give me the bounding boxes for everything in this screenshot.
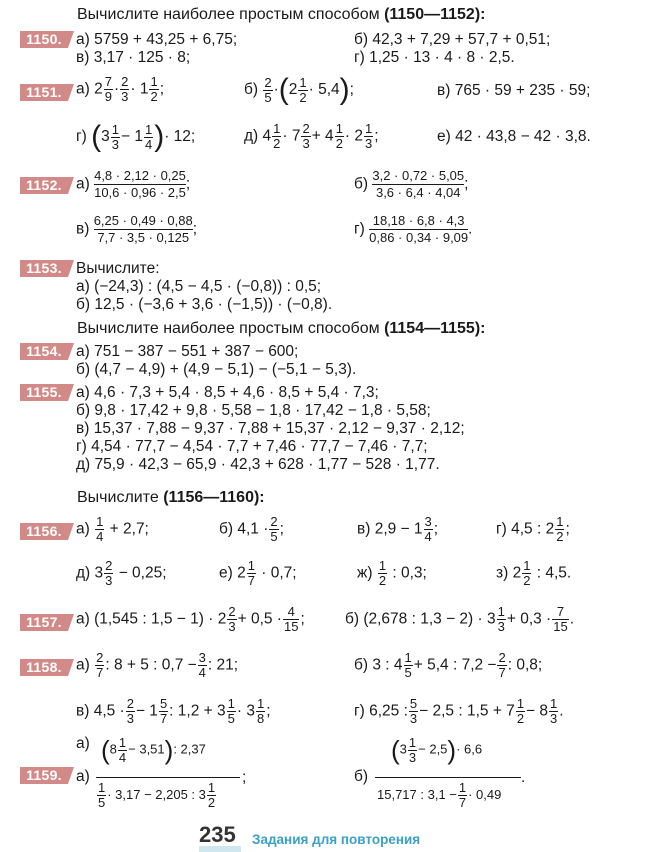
p1151-g: г) (3 $\frac{1}{3}$ − 1 $\frac{1}{4}$ )· 12;	[76, 120, 196, 153]
p1151-d: д) 4 $\frac{1}{2}$ · 7 $\frac{2}{3}$ + 4 $\frac{1}{2}$ · 2 $\frac{1}{3}$ ;	[244, 121, 379, 151]
p1158-g: г) 6,25 : $\frac{5}{3}$ − 2,5 : 1,5 + 7 $\frac{1}{2}$ − 8 $\frac{1}{3}$ .	[354, 696, 564, 726]
p1152-b: б) $\frac{3,2 \cdot 0,72 \cdot 5,05}{3,6 \cdot 6,4 \cdot 4,04}$ ;	[354, 168, 469, 200]
p1150-b: б) 42,3 + 7,29 + 57,7 + 0,51;	[354, 31, 551, 48]
p1155-d: д) 75,9 · 42,3 − 65,9 · 42,3 + 628 · 1,77 − 528 · 1,77.	[76, 456, 440, 473]
heading-1156-1160: Вычислите (1156—1160):	[77, 489, 265, 506]
p1154-b: б) (4,7 − 4,9) + (4,9 − 5,1) − (−5,1 − 5,3).	[76, 361, 357, 378]
section-title: Задания для повторения	[252, 832, 421, 847]
p1151-b: б) $\frac{2}{5}$ ·(2 $\frac{1}{2}$ · 5,4);	[244, 73, 354, 106]
p1159-a: а)	[76, 735, 90, 752]
p1154-a: а) 751 − 387 − 551 + 387 − 600;	[76, 343, 299, 360]
p1159-b-label: б)	[354, 768, 369, 785]
p1156-d: д) 3 $\frac{2}{3}$ − 0,25;	[76, 558, 167, 588]
heading-1154-1155: Вычислите наиболее простым способом (1154—1155):	[77, 320, 486, 337]
p1156-z: з) 2 $\frac{1}{2}$ : 4,5.	[496, 558, 572, 588]
p1157-b: б) (2,678 : 1,3 − 2) · 3 $\frac{1}{3}$ + 0,3 · $\frac{7}{15}$ .	[345, 604, 574, 634]
p1155-g: г) 4,54 · 77,7 − 4,54 · 7,7 + 7,46 · 77,7 − 7,46 · 7,7;	[76, 438, 428, 455]
problem-number-1154: 1154.	[20, 343, 68, 360]
problem-number-1155: 1155.	[20, 384, 68, 401]
p1159-a-label: а)	[76, 768, 90, 785]
p1151-e: е) 42 · 43,8 − 42 · 3,8.	[437, 128, 591, 145]
problem-number-1150: 1150.	[20, 31, 68, 48]
p1158-v: в) 4,5 · $\frac{2}{3}$ − 1 $\frac{5}{7}$ : 1,2 + 3 $\frac{1}{5}$ · 3 $\frac{1}{8}$ ;	[76, 696, 271, 726]
p1156-v: в) 2,9 − 1 $\frac{3}{4}$ ;	[357, 514, 439, 544]
problem-number-1153: 1153.	[20, 260, 68, 277]
p1150-a: а) 5759 + 43,25 + 6,75;	[76, 31, 238, 48]
problem-number-1151: 1151.	[20, 84, 68, 101]
p1155-v: в) 15,37 · 7,88 − 9,37 · 7,88 + 15,37 · 2,12 − 9,37 · 2,12;	[76, 420, 465, 437]
p1156-g: г) 4,5 : 2 $\frac{1}{2}$ ;	[496, 514, 570, 544]
p1155-b: б) 9,8 · 17,42 + 9,8 · 5,58 − 1,8 · 17,42 − 1,8 · 5,58;	[76, 402, 431, 419]
p1159-b-frac: (3 $\frac{1}{3}$ − 2,5)· 6,6 15,717 : 3,1 − $\frac{1}{7}$ · 0,49 .	[377, 734, 526, 810]
problem-number-1152: 1152.	[20, 177, 68, 194]
p1157-a: а) (1,545 : 1,5 − 1) · 2 $\frac{2}{3}$ + 0,5 · $\frac{4}{15}$ ;	[76, 604, 305, 634]
p1152-a: а) $\frac{4,8 \cdot 2,12 \cdot 0,25}{10,6 \cdot 0,96 \cdot 2,5}$ ;	[76, 168, 191, 200]
p1152-g: г) $\frac{18,18 \cdot 6,8 \cdot 4,3}{0,86 \cdot 0,34 \cdot 9,09}$ .	[354, 213, 473, 245]
p1155-a: а) 4,6 · 7,3 + 5,4 · 8,5 + 4,6 · 8,5 + 5,4 · 7,3;	[76, 384, 379, 401]
heading-1150-1152: Вычислите наиболее простым способом (1150—1152):	[77, 6, 486, 23]
p1152-v: в) $\frac{6,25 \cdot 0,49 \cdot 0,88}{7,7 \cdot 3,5 \cdot 0,125}$ ;	[76, 213, 198, 245]
problem-number-1157: 1157.	[20, 614, 68, 631]
p1156-zh: ж) $\frac{1}{2}$ : 0,3;	[357, 558, 427, 588]
problem-number-1159: 1159.	[20, 767, 68, 784]
p1153-a: а) (−24,3) : (4,5 − 4,5 · (−0,8)) : 0,5;	[76, 278, 322, 295]
p1159-a-frac: (8 $\frac{1}{4}$ − 3,51): 2,37 $\frac{1}{5}$ · 3,17 − 2,205 : 3 $\frac{1}{2}$ ;	[98, 734, 247, 810]
page-number: 235	[199, 822, 236, 847]
p1156-b: б) 4,1 · $\frac{2}{5}$ ;	[219, 514, 284, 544]
p1151-v: в) 765 · 59 + 235 · 59;	[437, 82, 591, 99]
p1158-a: а) $\frac{2}{7}$ : 8 + 5 : 0,7 − $\frac{3}{4}$ : 21;	[76, 650, 239, 680]
p1158-b: б) 3 : 4 $\frac{1}{5}$ + 5,4 : 7,2 − $\frac{2}{7}$ : 0,8;	[354, 650, 543, 680]
p1156-e: е) 2 $\frac{1}{7}$ · 0,7;	[219, 558, 297, 588]
p1150-v: в) 3,17 · 125 · 8;	[76, 49, 191, 66]
p1156-a: а) $\frac{1}{4}$ + 2,7;	[76, 514, 149, 544]
p1150-g: г) 1,25 · 13 · 4 · 8 · 2,5.	[354, 49, 515, 66]
p1153-b: б) 12,5 · (−3,6 + 3,6 · (−1,5)) · (−0,8).	[76, 296, 333, 313]
p1151-a: а) 2 $\frac{7}{9}$ · $\frac{2}{3}$ · 1 $\frac{1}{2}$ ;	[76, 74, 164, 104]
problem-number-1156: 1156.	[20, 523, 68, 540]
problem-number-1158: 1158.	[20, 659, 68, 676]
p1153-title: Вычислите:	[76, 260, 160, 277]
